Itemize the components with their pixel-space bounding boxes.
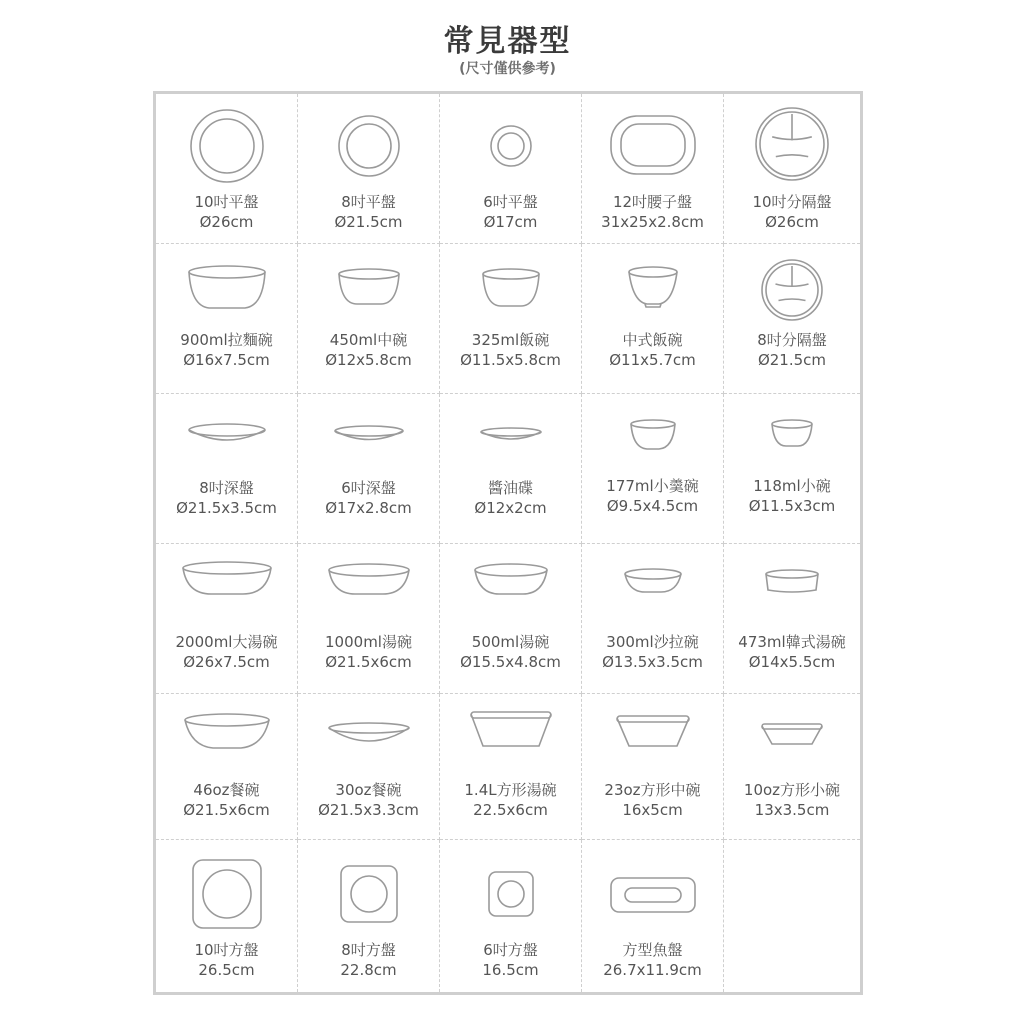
tableware-item (724, 394, 860, 544)
item-size: 16x5cm (622, 801, 683, 819)
item-label (156, 780, 297, 820)
tableware-item (582, 694, 724, 840)
tableware-item (298, 244, 440, 394)
item-label (298, 632, 439, 672)
tableware-item (298, 840, 440, 992)
round-plate-icon (298, 94, 440, 190)
item-name: 325ml飯碗 (471, 331, 550, 349)
salad-bowl-icon (582, 544, 724, 640)
tableware-item (156, 244, 298, 394)
square-plate-icon (156, 840, 298, 936)
item-name: 10oz方形小碗 (743, 781, 841, 799)
item-name: 8吋深盤 (199, 479, 254, 497)
item-size: Ø11x5.7cm (609, 351, 696, 369)
tableware-item (582, 244, 724, 394)
item-label (724, 780, 860, 820)
item-size: Ø21.5x3.5cm (176, 499, 277, 517)
item-size: Ø26cm (765, 213, 819, 231)
item-name: 473ml韓式湯碗 (738, 633, 846, 651)
item-name: 6吋平盤 (483, 193, 538, 211)
item-size: 22.8cm (340, 961, 397, 979)
item-name: 177ml小羹碗 (606, 477, 699, 495)
tableware-item (724, 94, 860, 244)
deep-plate-icon (156, 394, 298, 490)
bowl-icon (298, 244, 440, 340)
item-size: Ø26x7.5cm (183, 653, 270, 671)
square-bowl-icon (724, 694, 860, 790)
item-name: 30oz餐碗 (335, 781, 402, 799)
item-name: 900ml拉麵碗 (180, 331, 273, 349)
item-name: 1000ml湯碗 (325, 633, 412, 651)
item-label (298, 940, 439, 980)
item-size: Ø21.5cm (334, 213, 403, 231)
item-label (156, 192, 297, 232)
tableware-item (440, 94, 582, 244)
item-label (298, 192, 439, 232)
tableware-item (156, 840, 298, 992)
item-name: 10吋方盤 (194, 941, 259, 959)
divided-plate-icon (724, 244, 860, 340)
soup-bowl-icon (156, 544, 298, 640)
page-title: 常見器型 (443, 24, 572, 59)
tableware-item (298, 694, 440, 840)
rice-bowl-icon (582, 244, 724, 340)
item-label (440, 330, 581, 370)
item-label (440, 632, 581, 672)
tableware-item (582, 840, 724, 992)
tableware-item (724, 694, 860, 840)
korean-bowl-icon (724, 544, 860, 640)
deep-plate-icon (298, 394, 440, 490)
item-label (724, 192, 860, 232)
item-name: 8吋平盤 (341, 193, 396, 211)
item-label (156, 940, 297, 980)
fish-plate-icon (582, 840, 724, 936)
bowl-icon (156, 244, 298, 340)
item-size: Ø21.5x6cm (183, 801, 270, 819)
tableware-item (440, 394, 582, 544)
bowl-icon (440, 244, 582, 340)
tableware-item (298, 544, 440, 694)
item-size: Ø21.5x6cm (325, 653, 412, 671)
item-size: 22.5x6cm (473, 801, 548, 819)
tableware-item (298, 394, 440, 544)
item-name: 8吋分隔盤 (757, 331, 827, 349)
item-size: Ø26cm (199, 213, 254, 231)
item-size: Ø17x2.8cm (325, 499, 412, 517)
item-label (440, 192, 581, 232)
tableware-grid (153, 91, 863, 995)
tableware-item (440, 244, 582, 394)
item-size: Ø21.5cm (757, 351, 827, 369)
item-label (582, 940, 723, 980)
item-name: 中式飯碗 (622, 331, 683, 349)
item-label (298, 478, 439, 518)
tableware-item (156, 94, 298, 244)
square-bowl-icon (582, 694, 724, 790)
item-size: 16.5cm (482, 961, 539, 979)
item-name: 450ml中碗 (329, 331, 408, 349)
item-name: 方型魚盤 (622, 941, 683, 959)
soup-bowl-icon (440, 544, 582, 640)
item-label (440, 940, 581, 980)
tableware-item (156, 544, 298, 694)
tableware-item (582, 544, 724, 694)
item-size: Ø14x5.5cm (748, 653, 836, 671)
item-label (724, 476, 860, 516)
item-name: 10吋平盤 (194, 193, 259, 211)
meal-bowl-icon (156, 694, 298, 790)
item-size: Ø11.5x3cm (748, 497, 836, 515)
sauce-dish-icon (440, 394, 582, 490)
item-name: 2000ml大湯碗 (175, 633, 278, 651)
tableware-item (440, 544, 582, 694)
item-label (724, 330, 860, 370)
item-size: Ø9.5x4.5cm (606, 497, 699, 515)
square-bowl-icon (440, 694, 582, 790)
item-size: 13x3.5cm (754, 801, 830, 819)
item-size: Ø16x7.5cm (183, 351, 270, 369)
item-size: 26.5cm (198, 961, 255, 979)
round-plate-icon (156, 94, 298, 190)
item-label (156, 478, 297, 518)
item-size: Ø17cm (483, 213, 538, 231)
item-label (582, 780, 723, 820)
square-plate-icon (440, 840, 582, 936)
item-name: 23oz方形中碗 (604, 781, 701, 799)
tableware-item (582, 94, 724, 244)
tableware-item (440, 694, 582, 840)
item-label (298, 780, 439, 820)
soup-bowl-icon (298, 544, 440, 640)
item-name: 118ml小碗 (753, 477, 831, 495)
item-name: 1.4L方形湯碗 (464, 781, 557, 799)
item-label (582, 330, 723, 370)
page-subtitle: (尺寸僅供參考) (459, 61, 556, 77)
item-name: 6吋深盤 (341, 479, 396, 497)
shallow-bowl-icon (298, 694, 440, 790)
tableware-item (156, 394, 298, 544)
item-size: Ø12x2cm (474, 499, 547, 517)
round-plate-icon (440, 94, 582, 190)
tableware-item (298, 94, 440, 244)
item-label (298, 330, 439, 370)
item-size: 31x25x2.8cm (601, 213, 704, 231)
item-size: Ø15.5x4.8cm (460, 653, 561, 671)
tableware-item (724, 544, 860, 694)
item-name: 300ml沙拉碗 (606, 633, 699, 651)
item-size: Ø11.5x5.8cm (460, 351, 561, 369)
item-size: Ø13.5x3.5cm (602, 653, 703, 671)
item-size: Ø12x5.8cm (325, 351, 412, 369)
item-label (582, 476, 723, 516)
item-size: 26.7x11.9cm (603, 961, 702, 979)
item-label (156, 330, 297, 370)
item-label (724, 632, 860, 672)
item-name: 12吋腰子盤 (612, 193, 693, 211)
item-name: 500ml湯碗 (471, 633, 550, 651)
item-size: Ø21.5x3.3cm (318, 801, 419, 819)
item-label (582, 632, 723, 672)
item-label (440, 780, 581, 820)
item-name: 醬油碟 (487, 479, 533, 497)
item-name: 6吋方盤 (483, 941, 538, 959)
tableware-item (582, 394, 724, 544)
tableware-item (724, 244, 860, 394)
item-name: 10吋分隔盤 (752, 193, 832, 211)
tableware-item (440, 840, 582, 992)
item-name: 8吋方盤 (341, 941, 396, 959)
item-label (156, 632, 297, 672)
tableware-item (156, 694, 298, 840)
square-plate-icon (298, 840, 440, 936)
item-name: 46oz餐碗 (193, 781, 260, 799)
item-label (582, 192, 723, 232)
divided-plate-icon (724, 94, 860, 190)
oval-platter-icon (582, 94, 724, 190)
item-label (440, 478, 581, 518)
